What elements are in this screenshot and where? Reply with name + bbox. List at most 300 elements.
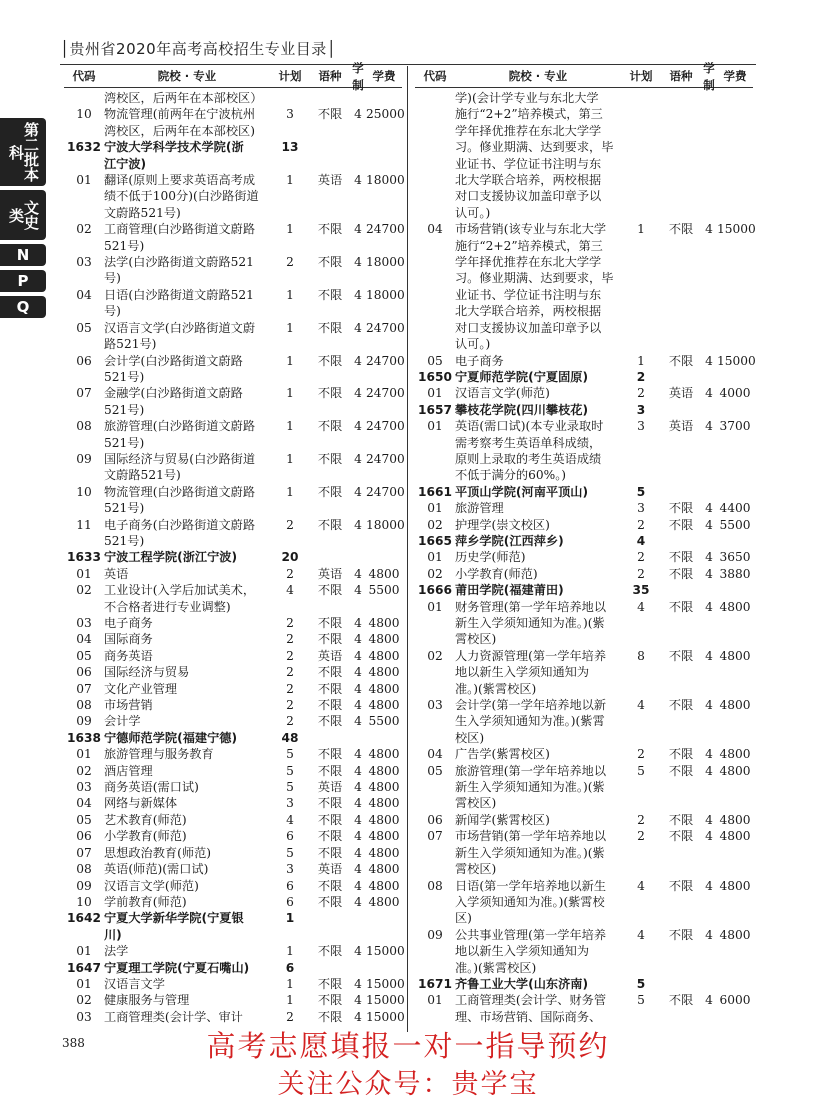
code-cell: 1666 bbox=[418, 583, 452, 598]
name-cell bbox=[104, 713, 270, 729]
name-line: 英语 bbox=[104, 566, 129, 581]
name-line: 准。)(紫霄校区) bbox=[455, 681, 537, 696]
years-cell: 4 bbox=[354, 107, 362, 122]
fee-cell: 4800 bbox=[368, 665, 400, 680]
name-line: 湾校区，后两年在本部校区) bbox=[104, 123, 256, 138]
plan-cell: 2 bbox=[637, 550, 645, 565]
lang-cell: 不限 bbox=[317, 616, 343, 630]
lang-cell: 英语 bbox=[668, 386, 694, 401]
lang-cell: 不限 bbox=[317, 255, 343, 270]
name-cell bbox=[455, 812, 621, 828]
name-cell bbox=[104, 812, 270, 828]
fee-cell: 24700 bbox=[366, 419, 405, 434]
name-line: 绩不低于100分)(白沙路街道 bbox=[104, 189, 259, 204]
major-row bbox=[415, 500, 753, 516]
name-line: 川) bbox=[104, 927, 122, 942]
lang-cell: 不限 bbox=[668, 812, 694, 827]
table-header bbox=[64, 61, 402, 92]
fee-cell: 24700 bbox=[366, 320, 405, 335]
code-cell: 1632 bbox=[67, 140, 101, 155]
plan-cell: 1 bbox=[637, 353, 645, 368]
code-cell: 07 bbox=[427, 829, 443, 844]
name-line: 学年择优推荐在东北大学学 bbox=[455, 123, 602, 138]
fee-cell: 6000 bbox=[719, 993, 751, 1008]
name-line: 对口支援协议加盖印章予以 bbox=[455, 320, 602, 335]
code-cell: 03 bbox=[76, 255, 92, 270]
lang-cell: 不限 bbox=[668, 829, 694, 844]
school-row bbox=[64, 549, 402, 565]
years-cell: 4 bbox=[705, 222, 713, 237]
years-cell: 4 bbox=[354, 698, 362, 713]
tab-arts[interactable]: 文史类 bbox=[0, 190, 46, 240]
code-cell: 09 bbox=[76, 714, 92, 729]
right-table-body bbox=[415, 90, 756, 1025]
fee-cell: 4800 bbox=[719, 763, 751, 778]
name-line: 电子商务(白沙路街道文蔚路 bbox=[104, 517, 256, 532]
name-cell bbox=[455, 418, 621, 484]
name-line: 号) bbox=[104, 271, 121, 286]
lang-cell: 不限 bbox=[317, 517, 343, 532]
years-cell: 4 bbox=[354, 812, 362, 827]
code-cell: 06 bbox=[76, 829, 92, 844]
major-row bbox=[415, 90, 753, 221]
fee-cell: 25000 bbox=[366, 107, 405, 122]
major-row bbox=[415, 812, 753, 828]
name-line: 市场营销(第一学年培养地以 bbox=[455, 829, 607, 844]
code-cell: 01 bbox=[76, 747, 92, 762]
plan-cell: 4 bbox=[286, 583, 294, 598]
major-row bbox=[64, 385, 405, 418]
lang-cell: 不限 bbox=[317, 796, 343, 811]
col-years: 学制 bbox=[352, 61, 364, 92]
lang-cell: 英语 bbox=[317, 780, 343, 795]
name-line: 萍乡学院(江西萍乡) bbox=[455, 533, 564, 548]
major-row bbox=[64, 878, 402, 894]
plan-cell: 2 bbox=[286, 698, 294, 713]
fee-cell: 18000 bbox=[366, 517, 405, 532]
name-line: 工商管理(白沙路街道文蔚路 bbox=[104, 222, 256, 237]
name-line: 国际经济与贸易(白沙路街道 bbox=[104, 451, 256, 466]
major-row bbox=[415, 992, 753, 1025]
name-cell bbox=[104, 828, 270, 844]
name-line: 日语(白沙路街道文蔚路521 bbox=[104, 287, 254, 302]
major-row bbox=[64, 320, 405, 353]
name-cell bbox=[104, 960, 270, 976]
major-row bbox=[64, 812, 402, 828]
name-cell bbox=[455, 697, 621, 746]
name-line: 会计学 bbox=[104, 714, 141, 729]
name-cell bbox=[104, 943, 270, 959]
name-line: 汉语言文学(师范) bbox=[455, 386, 550, 401]
name-line: 认可。) bbox=[455, 337, 491, 352]
code-cell: 03 bbox=[427, 698, 443, 713]
code-cell: 03 bbox=[76, 780, 92, 795]
code-cell: 02 bbox=[427, 566, 443, 581]
plan-cell: 8 bbox=[637, 648, 645, 663]
plan-cell: 2 bbox=[637, 747, 645, 762]
plan-cell: 2 bbox=[637, 812, 645, 827]
name-cell bbox=[104, 681, 270, 697]
name-line: 学年择优推荐在东北大学学 bbox=[455, 255, 602, 270]
lang-cell: 不限 bbox=[668, 927, 694, 942]
name-cell bbox=[104, 615, 270, 631]
fee-cell: 4800 bbox=[368, 845, 400, 860]
name-line: 施行“2+2”培养模式，第三 bbox=[455, 238, 603, 253]
name-line: 工商管理类(会计学、审计 bbox=[104, 1009, 243, 1024]
lang-cell: 不限 bbox=[317, 698, 343, 713]
years-cell: 4 bbox=[354, 796, 362, 811]
name-cell bbox=[104, 992, 270, 1008]
fee-cell: 4800 bbox=[368, 681, 400, 696]
lang-cell: 不限 bbox=[668, 599, 694, 614]
years-cell: 4 bbox=[354, 419, 362, 434]
col-plan: 计划 bbox=[278, 69, 302, 84]
name-line: 网络与新媒体 bbox=[104, 796, 178, 811]
plan-cell: 2 bbox=[286, 714, 294, 729]
plan-cell: 1 bbox=[286, 419, 294, 434]
code-cell: 07 bbox=[76, 386, 92, 401]
name-line: 入学须知通知为准。)(紫霄校 bbox=[455, 894, 605, 909]
fee-cell: 4800 bbox=[368, 698, 400, 713]
name-line: 521号) bbox=[104, 501, 145, 516]
years-cell: 4 bbox=[705, 829, 713, 844]
major-row bbox=[64, 795, 402, 811]
name-cell bbox=[104, 910, 270, 943]
years-cell: 4 bbox=[354, 681, 362, 696]
years-cell: 4 bbox=[705, 550, 713, 565]
name-line: 521号) bbox=[104, 533, 145, 548]
code-cell: 1642 bbox=[67, 911, 101, 926]
name-cell bbox=[104, 320, 270, 353]
tab-q[interactable]: Q bbox=[0, 296, 46, 318]
major-row bbox=[64, 106, 405, 139]
major-row bbox=[64, 861, 402, 877]
plan-cell: 1 bbox=[286, 976, 294, 991]
years-cell: 4 bbox=[354, 648, 362, 663]
plan-cell: 2 bbox=[637, 517, 645, 532]
col-plan: 计划 bbox=[629, 69, 653, 84]
major-row bbox=[64, 779, 402, 795]
name-cell bbox=[455, 599, 621, 648]
code-cell: 1650 bbox=[418, 369, 452, 384]
fee-cell: 4800 bbox=[368, 566, 400, 581]
major-row bbox=[64, 582, 402, 615]
name-cell bbox=[104, 648, 270, 664]
lang-cell: 不限 bbox=[317, 583, 343, 598]
name-line: 英语(师范)(需口试) bbox=[104, 862, 209, 877]
name-line: 市场营销 bbox=[104, 698, 153, 713]
name-cell bbox=[104, 221, 270, 254]
lang-cell: 不限 bbox=[668, 763, 694, 778]
years-cell: 4 bbox=[354, 255, 362, 270]
name-line: 521号) bbox=[104, 238, 145, 253]
fee-cell: 24700 bbox=[366, 222, 405, 237]
plan-cell: 4 bbox=[286, 812, 294, 827]
plan-cell: 1 bbox=[286, 386, 294, 401]
lang-cell: 不限 bbox=[668, 566, 694, 581]
name-line: 物流管理(白沙路街道文蔚路 bbox=[104, 484, 256, 499]
header-rule bbox=[60, 64, 756, 65]
code-cell: 02 bbox=[427, 517, 443, 532]
code-cell: 06 bbox=[427, 812, 443, 827]
name-cell bbox=[104, 484, 270, 517]
code-cell: 01 bbox=[427, 993, 443, 1008]
years-cell: 4 bbox=[705, 501, 713, 516]
name-cell bbox=[104, 795, 270, 811]
page-number: 388 bbox=[62, 1036, 85, 1050]
lang-cell: 不限 bbox=[317, 976, 343, 991]
plan-cell: 2 bbox=[636, 369, 646, 384]
lang-cell: 不限 bbox=[317, 353, 343, 368]
fee-cell: 4800 bbox=[719, 648, 751, 663]
lang-cell: 英语 bbox=[317, 862, 343, 877]
major-row bbox=[64, 664, 402, 680]
code-cell: 02 bbox=[76, 583, 92, 598]
name-line: 区) bbox=[455, 911, 472, 926]
code-cell: 09 bbox=[427, 927, 443, 942]
fee-cell: 4800 bbox=[368, 763, 400, 778]
major-row bbox=[64, 418, 405, 451]
fee-cell: 24700 bbox=[366, 386, 405, 401]
years-cell: 4 bbox=[705, 386, 713, 401]
name-cell bbox=[455, 484, 621, 500]
major-row bbox=[64, 254, 405, 287]
code-cell: 01 bbox=[427, 419, 443, 434]
name-cell bbox=[455, 976, 621, 992]
plan-cell: 6 bbox=[285, 960, 295, 975]
name-line: 号) bbox=[104, 304, 121, 319]
name-cell bbox=[455, 582, 621, 598]
plan-cell: 2 bbox=[286, 681, 294, 696]
fee-cell: 15000 bbox=[366, 944, 405, 959]
years-cell: 4 bbox=[354, 484, 362, 499]
lang-cell: 不限 bbox=[668, 747, 694, 762]
name-line: 新闻学(紫霄校区) bbox=[455, 812, 550, 827]
fee-cell: 4800 bbox=[719, 747, 751, 762]
lang-cell: 不限 bbox=[317, 878, 343, 893]
name-line: 宁夏师范学院(宁夏固原) bbox=[455, 369, 589, 384]
plan-cell: 2 bbox=[286, 665, 294, 680]
name-line: 旅游管理(第一学年培养地以 bbox=[455, 763, 607, 778]
name-cell bbox=[104, 517, 270, 550]
name-line: 艺术教育(师范) bbox=[104, 812, 187, 827]
plan-cell: 2 bbox=[286, 255, 294, 270]
name-line: 旅游管理与服务教育 bbox=[104, 747, 214, 762]
fee-cell: 4800 bbox=[719, 599, 751, 614]
name-line: 文蔚路521号) bbox=[104, 205, 181, 220]
years-cell: 4 bbox=[354, 763, 362, 778]
major-row bbox=[64, 353, 405, 386]
years-cell: 4 bbox=[354, 878, 362, 893]
years-cell: 4 bbox=[354, 862, 362, 877]
school-row bbox=[415, 402, 753, 418]
code-cell: 02 bbox=[427, 648, 443, 663]
code-cell: 05 bbox=[76, 320, 92, 335]
fee-cell: 3650 bbox=[719, 550, 751, 565]
code-cell: 05 bbox=[427, 763, 443, 778]
name-cell bbox=[455, 992, 621, 1025]
lang-cell: 不限 bbox=[317, 944, 343, 959]
code-cell: 10 bbox=[76, 484, 92, 499]
col-code: 代码 bbox=[72, 69, 96, 84]
col-lang: 语种 bbox=[318, 69, 342, 84]
code-cell: 03 bbox=[76, 1009, 92, 1024]
name-line: 新生入学须知通知为准。)(紫 bbox=[455, 845, 605, 860]
plan-cell: 3 bbox=[636, 402, 646, 417]
lang-cell: 英语 bbox=[668, 419, 694, 434]
fee-cell: 4800 bbox=[368, 632, 400, 647]
major-row bbox=[64, 713, 402, 729]
table-header bbox=[415, 61, 753, 92]
name-line: 商务英语 bbox=[104, 648, 153, 663]
major-row bbox=[64, 631, 402, 647]
code-cell: 01 bbox=[76, 976, 92, 991]
name-cell bbox=[455, 566, 621, 582]
years-cell: 4 bbox=[354, 944, 362, 959]
code-cell: 06 bbox=[76, 353, 92, 368]
name-cell bbox=[104, 254, 270, 287]
lang-cell: 不限 bbox=[317, 484, 343, 499]
name-line: 旅游管理 bbox=[455, 501, 504, 516]
plan-cell: 48 bbox=[281, 730, 299, 745]
name-cell bbox=[104, 746, 270, 762]
name-cell bbox=[104, 664, 270, 680]
side-tabs bbox=[0, 118, 46, 322]
major-row bbox=[64, 615, 402, 631]
tab-n[interactable]: N bbox=[0, 244, 46, 266]
code-cell: 04 bbox=[76, 287, 92, 302]
plan-cell: 1 bbox=[286, 993, 294, 1008]
plan-cell: 5 bbox=[637, 993, 645, 1008]
plan-cell: 4 bbox=[637, 599, 645, 614]
major-row bbox=[64, 451, 405, 484]
plan-cell: 5 bbox=[636, 484, 646, 499]
tab-second-batch[interactable]: 第二批本科 bbox=[0, 118, 46, 186]
name-line: 人力资源管理(第一学年培养 bbox=[455, 648, 607, 663]
col-years: 学制 bbox=[703, 61, 715, 92]
name-line: 路521号) bbox=[104, 337, 157, 352]
name-line: 准。)(紫霄校区) bbox=[455, 960, 537, 975]
name-line: 齐鲁工业大学(山东济南) bbox=[455, 976, 589, 991]
name-cell bbox=[455, 763, 621, 812]
name-line: 会计学(第一学年培养地以新 bbox=[455, 698, 607, 713]
name-line: 物流管理(前两年在宁波杭州 bbox=[104, 107, 256, 122]
fee-cell: 4800 bbox=[719, 812, 751, 827]
lang-cell: 不限 bbox=[317, 812, 343, 827]
code-cell: 01 bbox=[76, 944, 92, 959]
name-cell bbox=[455, 353, 621, 369]
col-code: 代码 bbox=[423, 69, 447, 84]
major-row bbox=[415, 599, 753, 648]
major-row bbox=[415, 828, 753, 877]
plan-cell: 3 bbox=[286, 107, 294, 122]
name-cell bbox=[104, 90, 270, 106]
lang-cell: 不限 bbox=[668, 501, 694, 516]
name-line: 521号) bbox=[104, 369, 145, 384]
fee-cell: 4800 bbox=[719, 698, 751, 713]
code-cell: 08 bbox=[76, 698, 92, 713]
name-line: 思想政治教育(师范) bbox=[104, 845, 212, 860]
plan-cell: 20 bbox=[281, 550, 299, 565]
years-cell: 4 bbox=[354, 747, 362, 762]
plan-cell: 4 bbox=[637, 878, 645, 893]
name-line: 湾校区，后两年在本部校区） bbox=[104, 91, 263, 105]
lang-cell: 不限 bbox=[668, 550, 694, 565]
promo-line-1: 高考志愿填报一对一指导预约 bbox=[206, 1029, 610, 1063]
years-cell: 4 bbox=[354, 780, 362, 795]
code-cell: 08 bbox=[427, 878, 443, 893]
name-line: 法学 bbox=[104, 944, 129, 959]
name-cell bbox=[455, 927, 621, 976]
code-cell: 01 bbox=[76, 173, 92, 188]
plan-cell: 5 bbox=[286, 780, 294, 795]
name-cell bbox=[455, 221, 621, 352]
name-line: 日语(第一学年培养地以新生 bbox=[455, 878, 607, 893]
code-cell: 06 bbox=[76, 665, 92, 680]
name-cell bbox=[104, 730, 270, 746]
name-line: 施行“2+2”培养模式，第三 bbox=[455, 107, 603, 122]
code-cell: 1665 bbox=[418, 533, 452, 548]
name-cell bbox=[104, 566, 270, 582]
lang-cell: 英语 bbox=[317, 173, 343, 188]
school-row bbox=[64, 139, 402, 172]
name-line: 莆田学院(福建莆田) bbox=[455, 583, 564, 598]
name-cell bbox=[104, 582, 270, 615]
years-cell: 4 bbox=[705, 419, 713, 434]
major-row bbox=[415, 549, 753, 565]
years-cell: 4 bbox=[705, 517, 713, 532]
tab-p[interactable]: P bbox=[0, 270, 46, 292]
plan-cell: 4 bbox=[637, 927, 645, 942]
code-cell: 10 bbox=[76, 107, 92, 122]
years-cell: 4 bbox=[354, 845, 362, 860]
fee-cell: 3880 bbox=[719, 566, 751, 581]
code-cell: 1647 bbox=[67, 960, 101, 975]
years-cell: 4 bbox=[354, 993, 362, 1008]
major-row bbox=[415, 763, 753, 812]
code-cell: 04 bbox=[427, 747, 443, 762]
plan-cell: 4 bbox=[637, 698, 645, 713]
fee-cell: 4800 bbox=[368, 878, 400, 893]
lang-cell: 不限 bbox=[317, 386, 343, 401]
years-cell: 4 bbox=[354, 386, 362, 401]
left-table-body bbox=[64, 90, 405, 1025]
name-line: 汉语言文学(白沙路街道文蔚 bbox=[104, 320, 256, 335]
years-cell: 4 bbox=[354, 173, 362, 188]
left-column bbox=[64, 61, 405, 1025]
name-line: 对口支援协议加盖印章予以 bbox=[455, 189, 602, 204]
code-cell: 07 bbox=[76, 845, 92, 860]
plan-cell: 5 bbox=[286, 845, 294, 860]
lang-cell: 不限 bbox=[317, 829, 343, 844]
lang-cell: 不限 bbox=[668, 878, 694, 893]
lang-cell: 不限 bbox=[317, 222, 343, 237]
major-row bbox=[64, 763, 402, 779]
plan-cell: 5 bbox=[286, 763, 294, 778]
name-line: 市场营销(该专业与东北大学 bbox=[455, 222, 607, 237]
major-row bbox=[415, 927, 753, 976]
lang-cell: 不限 bbox=[317, 419, 343, 434]
years-cell: 4 bbox=[354, 517, 362, 532]
name-line: 广告学(紫霄校区) bbox=[455, 747, 550, 762]
name-line: 酒店管理 bbox=[104, 763, 153, 778]
code-cell: 10 bbox=[76, 894, 92, 909]
fee-cell: 4800 bbox=[719, 927, 751, 942]
major-row bbox=[64, 746, 402, 762]
major-row bbox=[64, 845, 402, 861]
name-cell bbox=[455, 369, 621, 385]
name-line: 霄校区) bbox=[455, 862, 497, 877]
